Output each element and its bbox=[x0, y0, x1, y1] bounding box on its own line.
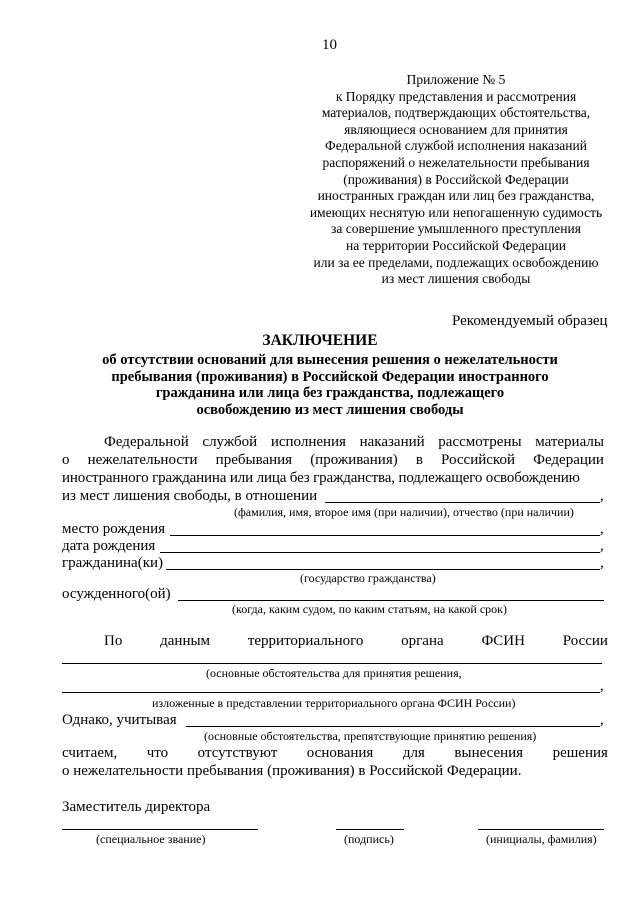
body-line: о нежелательности пребывания (проживания) в Российской Федерации. bbox=[62, 763, 522, 779]
circumstances-field[interactable] bbox=[62, 663, 602, 664]
appendix-line: из мест лишения свободы bbox=[381, 271, 531, 287]
person-name-field[interactable] bbox=[325, 502, 600, 503]
hint-name: (инициалы, фамилия) bbox=[486, 832, 597, 846]
appendix-line: иностранных граждан или лиц без гражданства, bbox=[317, 188, 595, 204]
appendix-line: на территории Российской Федерации bbox=[346, 237, 566, 253]
body-line: Федеральной службой исполнения наказаний рассмотрены материалы bbox=[104, 434, 604, 450]
appendix-line: за совершение умышленного преступления bbox=[331, 221, 581, 237]
appendix-title: Приложение № 5 bbox=[406, 72, 506, 87]
comma: , bbox=[600, 712, 604, 728]
birthdate-label: дата рождения bbox=[62, 538, 156, 554]
sample-note: Рекомендуемый образец bbox=[452, 313, 608, 329]
hint-person: (фамилия, имя, второе имя (при наличии), отчество (при наличии) bbox=[234, 505, 574, 519]
body-line: о нежелательности пребывания (проживания) в Российской Федерации bbox=[62, 452, 604, 468]
obstacles-field[interactable] bbox=[186, 726, 600, 727]
rank-field[interactable] bbox=[62, 829, 258, 830]
appendix-line: или за ее пределами, подлежащих освобождению bbox=[313, 254, 599, 270]
hint-conviction: (когда, каким судом, по каким статьям, на какой срок) bbox=[232, 602, 507, 616]
signatory-position: Заместитель директора bbox=[62, 799, 211, 815]
birthplace-label: место рождения bbox=[62, 521, 166, 537]
comma: , bbox=[600, 678, 604, 694]
hint-submission: изложенные в представлении территориального органа ФСИН России) bbox=[152, 696, 516, 710]
hint-circumstances: (основные обстоятельства для принятия решения, bbox=[206, 666, 462, 680]
page-number: 10 bbox=[322, 37, 337, 53]
comma: , bbox=[600, 538, 604, 554]
hint-citizenship: (государство гражданства) bbox=[300, 571, 436, 585]
subtitle-line: освобождению из мест лишения свободы bbox=[196, 401, 464, 418]
appendix-line: (проживания) в Российской Федерации bbox=[343, 171, 569, 187]
body-line: считаем, что отсутствуют основания для вынесения решения bbox=[62, 745, 608, 761]
however-label: Однако, учитывая bbox=[62, 712, 177, 728]
comma: , bbox=[600, 488, 604, 504]
hint-rank: (специальное звание) bbox=[96, 832, 206, 846]
appendix-line: Федеральной службой исполнения наказаний bbox=[325, 138, 587, 154]
appendix-line: имеющих неснятую или непогашенную судимость bbox=[309, 204, 603, 220]
appendix-block bbox=[300, 72, 612, 288]
citizenship-field[interactable] bbox=[166, 569, 600, 570]
document-title: ЗАКЛЮЧЕНИЕ bbox=[262, 332, 378, 349]
subtitle-line: об отсутствии оснований для вынесения решения о нежелательности bbox=[102, 352, 558, 368]
appendix-line: распоряжений о нежелательности пребывания bbox=[322, 154, 590, 170]
document-subtitle bbox=[60, 352, 600, 418]
comma: , bbox=[600, 521, 604, 537]
circumstances-field-2[interactable] bbox=[62, 692, 600, 693]
appendix-line: к Порядку представления и рассмотрения bbox=[335, 88, 577, 104]
citizenship-label: гражданина(ки) bbox=[62, 555, 164, 571]
hint-obstacles: (основные обстоятельства, препятствующие принятию решения) bbox=[204, 729, 537, 743]
convicted-label: осужденного(ой) bbox=[62, 586, 171, 602]
appendix-line: материалов, подтверждающих обстоятельства, bbox=[321, 105, 591, 121]
comma: , bbox=[600, 555, 604, 571]
body-line: иностранного гражданина или лица без гражданства, подлежащего освобождению bbox=[62, 470, 580, 486]
appendix-line: являющиеся основанием для принятия bbox=[344, 121, 568, 137]
conviction-field[interactable] bbox=[178, 600, 604, 601]
name-field[interactable] bbox=[478, 829, 604, 830]
body-line: По данным территориального органа ФСИН России bbox=[104, 633, 608, 649]
birthdate-field[interactable] bbox=[160, 552, 600, 553]
subtitle-line: гражданина или лица без гражданства, подлежащего bbox=[155, 385, 505, 401]
birthplace-field[interactable] bbox=[170, 535, 600, 536]
subtitle-line: пребывания (проживания) в Российской Федерации иностранного bbox=[111, 368, 549, 385]
hint-signature: (подпись) bbox=[344, 832, 394, 846]
signature-field[interactable] bbox=[336, 829, 404, 830]
body-line: из мест лишения свободы, в отношении bbox=[62, 488, 318, 504]
